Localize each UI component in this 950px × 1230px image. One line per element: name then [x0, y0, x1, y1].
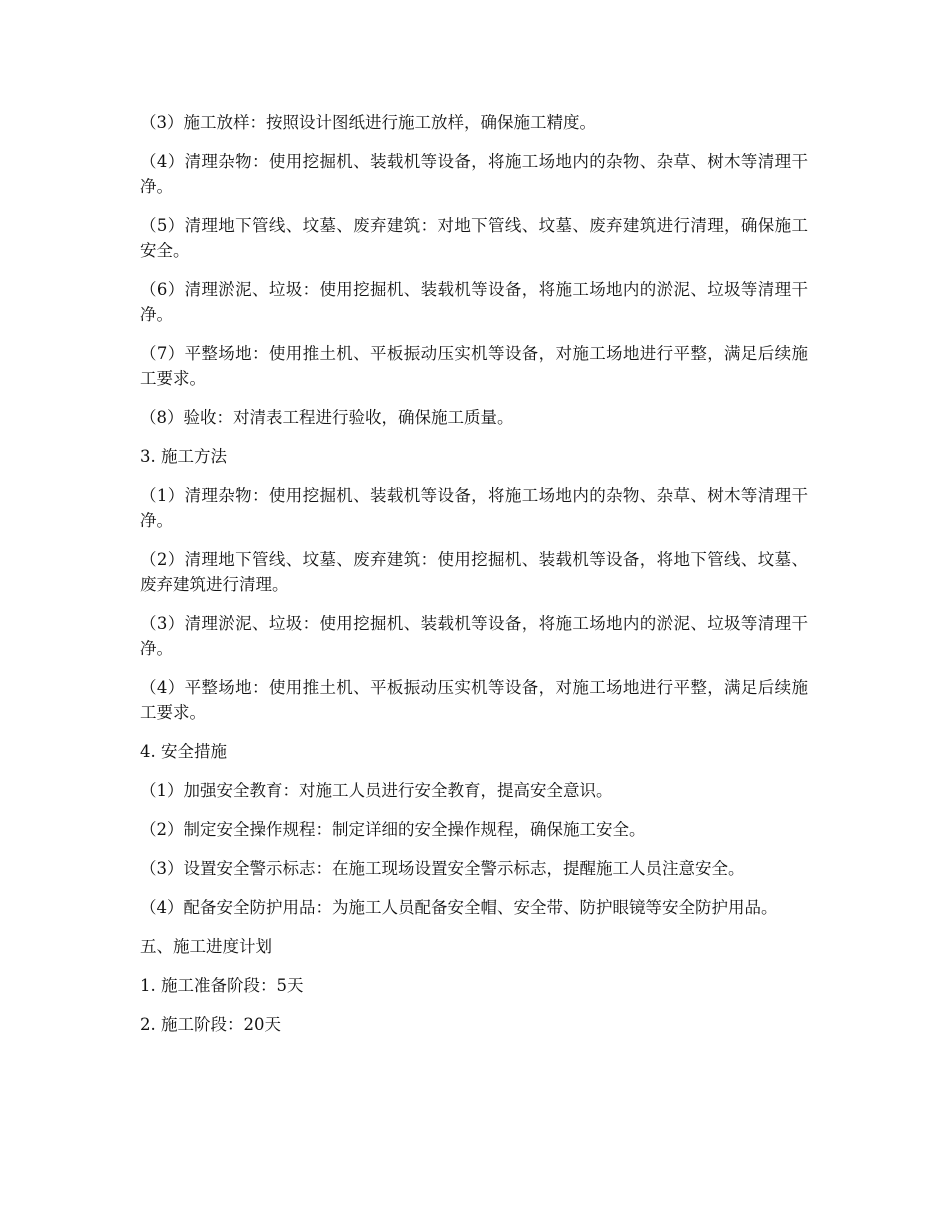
paragraph-method-clear-silt: （3）清理淤泥、垃圾：使用挖掘机、装载机等设备，将施工场地内的淤泥、垃圾等清理干净。 [140, 614, 808, 658]
paragraph-method-clear-debris: （1）清理杂物：使用挖掘机、装载机等设备，将施工场地内的杂物、杂草、树木等清理干净。 [140, 486, 808, 530]
paragraph-schedule-preparation: 1. 施工准备阶段：5天 [140, 976, 304, 995]
paragraph-level-site: （7）平整场地：使用推土机、平板振动压实机等设备，对施工场地进行平整，满足后续施工要求。 [140, 344, 808, 388]
paragraph-clear-pipelines-graves: （5）清理地下管线、坟墓、废弃建筑：对地下管线、坟墓、废弃建筑进行清理，确保施工安全。 [140, 216, 808, 260]
paragraph-safety-signs: （3）设置安全警示标志：在施工现场设置安全警示标志，提醒施工人员注意安全。 [140, 859, 745, 878]
paragraph-schedule-construction: 2. 施工阶段：20天 [140, 1015, 281, 1034]
paragraph-acceptance: （8）验收：对清表工程进行验收，确保施工质量。 [140, 408, 514, 427]
paragraph-method-level-site: （4）平整场地：使用推土机、平板振动压实机等设备，对施工场地进行平整，满足后续施工要求。 [140, 678, 808, 722]
section-heading-safety-measures: 4. 安全措施 [140, 742, 227, 761]
paragraph-safety-equipment: （4）配备安全防护用品：为施工人员配备安全帽、安全带、防护眼镜等安全防护用品。 [140, 898, 778, 917]
paragraph-method-clear-pipelines: （2）清理地下管线、坟墓、废弃建筑：使用挖掘机、装载机等设备，将地下管线、坟墓、废弃建筑进行清理。 [140, 550, 808, 594]
section-heading-construction-method: 3. 施工方法 [140, 447, 227, 466]
paragraph-safety-rules: （2）制定安全操作规程：制定详细的安全操作规程，确保施工安全。 [140, 820, 646, 839]
paragraph-clear-silt-garbage: （6）清理淤泥、垃圾：使用挖掘机、装载机等设备，将施工场地内的淤泥、垃圾等清理干净。 [140, 280, 808, 324]
paragraph-safety-education: （1）加强安全教育：对施工人员进行安全教育，提高安全意识。 [140, 781, 613, 800]
section-heading-schedule: 五、施工进度计划 [140, 937, 272, 956]
document-body [140, 110, 808, 1051]
paragraph-construction-staking: （3）施工放样：按照设计图纸进行施工放样，确保施工精度。 [140, 113, 596, 132]
paragraph-clear-debris: （4）清理杂物：使用挖掘机、装载机等设备，将施工场地内的杂物、杂草、树木等清理干净。 [140, 152, 808, 196]
